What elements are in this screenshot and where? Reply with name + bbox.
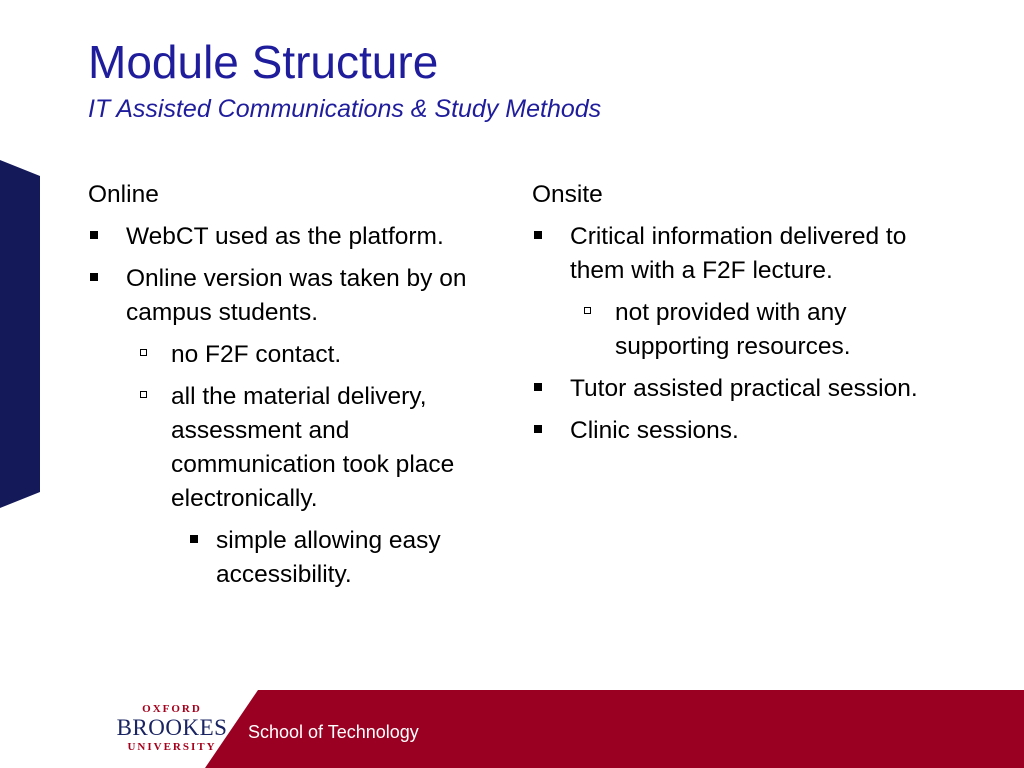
list-item-text: Clinic sessions.: [570, 417, 739, 444]
filled-square-bullet-icon: [534, 414, 542, 448]
footer-school-name: School of Technology: [248, 722, 419, 742]
list-item: [88, 524, 508, 592]
list-item-text: Critical information delivered to them with a F2F lecture.: [570, 223, 907, 284]
list-item-text: all the material delivery, assessment and communication took place electronically.: [171, 383, 455, 512]
hollow-square-bullet-icon: [584, 296, 591, 330]
list-item: [88, 262, 508, 330]
onsite-heading: Onsite: [532, 181, 603, 208]
slide-title: Module Structure: [88, 36, 439, 88]
list-item-text: Tutor assisted practical session.: [570, 375, 918, 402]
hollow-square-bullet-icon: [140, 380, 147, 414]
filled-square-bullet-icon: [534, 220, 542, 254]
oxford-brookes-logo: [116, 702, 228, 754]
list-item: [532, 220, 952, 288]
logo-university-text: UNIVERSITY: [127, 741, 217, 753]
side-tab-decoration: [0, 0, 44, 768]
slide-subtitle: IT Assisted Communications & Study Methods: [88, 95, 602, 123]
onsite-column: [532, 178, 952, 456]
filled-square-bullet-icon: [534, 372, 542, 406]
list-item-text: not provided with any supporting resources.: [615, 299, 851, 360]
list-item: [532, 296, 952, 364]
online-heading: Online: [88, 181, 159, 208]
list-item-text: no F2F contact.: [171, 341, 342, 368]
filled-square-bullet-icon: [90, 220, 98, 254]
list-item-text: WebCT used as the platform.: [126, 223, 444, 250]
online-column: [88, 178, 508, 600]
list-item: [532, 372, 952, 406]
logo-brookes-text: BROOKES: [116, 715, 228, 740]
list-item-text: Online version was taken by on campus students.: [126, 265, 467, 326]
list-item-text: simple allowing easy accessibility.: [216, 527, 441, 588]
logo-oxford-text: OXFORD: [142, 703, 202, 715]
list-item: [88, 380, 508, 516]
filled-square-bullet-icon: [190, 524, 198, 558]
filled-square-bullet-icon: [90, 262, 98, 296]
list-item: [88, 220, 508, 254]
list-item: [88, 338, 508, 372]
hollow-square-bullet-icon: [140, 338, 147, 372]
list-item: [532, 414, 952, 448]
